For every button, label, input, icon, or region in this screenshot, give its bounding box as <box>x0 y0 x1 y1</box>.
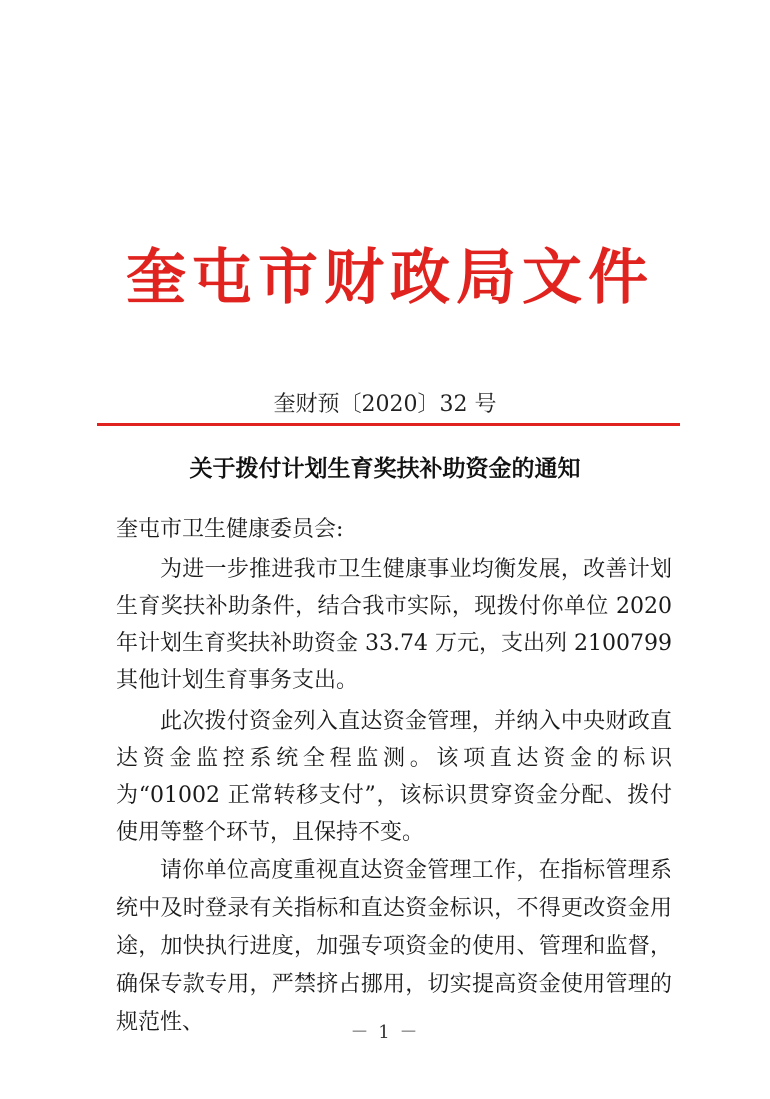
body-paragraph-3: 请你单位高度重视直达资金管理工作，在指标管理系统中及时登录有关指标和直达资金标识，不得更改资金用途，加快执行进度，加强专项资金的使用、管理和监督，确保专款专用，严禁挤占挪用，切实提高资金使用管理的规范性、 <box>116 858 672 1035</box>
document-number: 奎财预〔2020〕32 号 <box>273 392 497 417</box>
page-number: － 1 － <box>350 1022 420 1043</box>
red-divider-rule <box>97 423 680 426</box>
body-paragraph-1: 为进一步推进我市卫生健康事业均衡发展，改善计划生育奖扶补助条件，结合我市实际，现拨付你单位 2020 年计划生育奖扶补助资金 33.74 万元，支出列 2100799 其他计划生育事务支出。 <box>116 557 672 693</box>
body-paragraph-2: 此次拨付资金列入直达资金管理，并纳入中央财政直达资金监控系统全程监测。该项直达资金的标识为“01002 正常转移支付”，该标识贯穿资金分配、拨付使用等整个环节，且保持不变。 <box>116 709 672 845</box>
notice-title: 关于拨付计划生育奖扶补助资金的通知 <box>189 455 581 482</box>
salutation-line: 奎屯市卫生健康委员会: <box>116 517 344 542</box>
agency-red-header: 奎屯市财政局文件 <box>126 243 654 313</box>
